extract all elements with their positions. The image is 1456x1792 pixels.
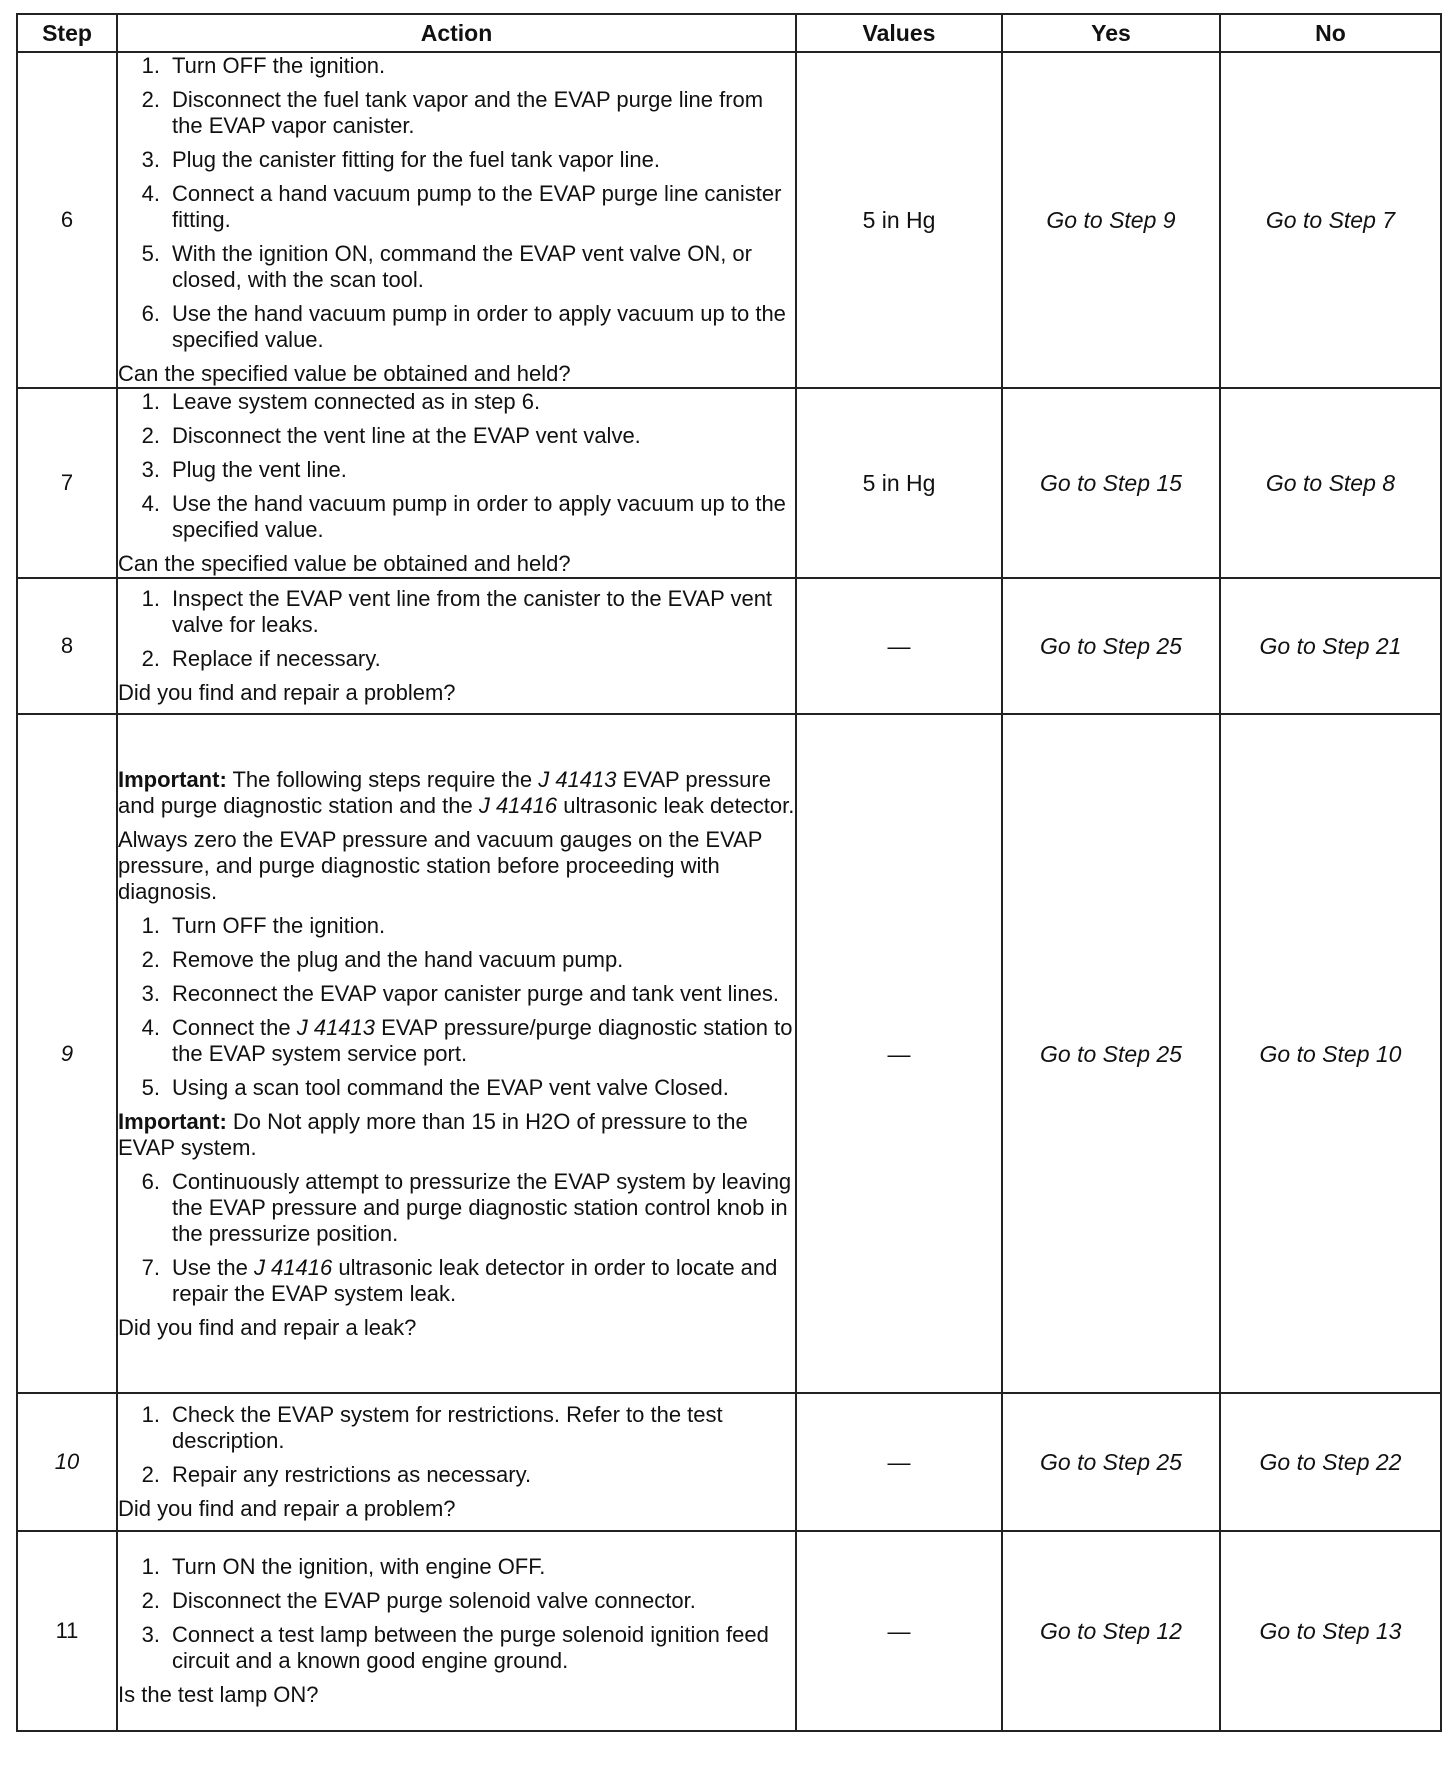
list-item: 3. Reconnect the EVAP vapor canister purge and tank vent lines. xyxy=(141,980,779,1006)
tool-reference: J 41416 xyxy=(253,1254,333,1280)
value-cell: — xyxy=(796,714,1002,1393)
list-item: 1. Turn ON the ignition, with engine OFF. xyxy=(141,1554,546,1579)
question: Did you find and repair a problem? xyxy=(118,680,456,705)
value-cell: 5 in Hg xyxy=(796,52,1002,388)
important-label: Important: xyxy=(118,1108,227,1134)
important-note: Important: Do Not apply more than 15 in H2O of pressure to the EVAP system. xyxy=(118,1108,748,1160)
step-list xyxy=(118,1402,795,1488)
list-item: 2. Disconnect the fuel tank vapor and the EVAP purge line from the EVAP vapor canister. xyxy=(141,87,764,138)
step-list xyxy=(118,586,795,672)
table-row xyxy=(17,52,1441,388)
list-item: 2. Disconnect the EVAP purge solenoid valve connector. xyxy=(141,1588,696,1613)
header-row xyxy=(17,14,1441,52)
question: Did you find and repair a problem? xyxy=(118,1496,456,1521)
action-cell xyxy=(117,1531,796,1731)
yes-cell: Go to Step 25 xyxy=(1002,714,1220,1393)
header-values: Values xyxy=(796,14,1002,52)
list-item: 2. Replace if necessary. xyxy=(141,646,381,671)
table-row xyxy=(17,1393,1441,1531)
no-cell: Go to Step 7 xyxy=(1220,52,1441,388)
action-cell xyxy=(117,1393,796,1531)
header-action: Action xyxy=(117,14,796,52)
question: Did you find and repair a leak? xyxy=(118,1314,417,1340)
table-row xyxy=(17,388,1441,578)
question: Can the specified value be obtained and held? xyxy=(118,551,571,576)
list-item: 1. Turn OFF the ignition. xyxy=(141,53,386,78)
list-item: 1. Turn OFF the ignition. xyxy=(141,912,386,938)
yes-cell: Go to Step 9 xyxy=(1002,52,1220,388)
step-list xyxy=(118,389,795,543)
list-item: 1. Check the EVAP system for restrictions. Refer to the test description. xyxy=(141,1402,723,1453)
list-item: 7. Use the J 41416 ultrasonic leak detector in order to locate and repair the EVAP system leak. xyxy=(141,1254,778,1306)
header-no: No xyxy=(1220,14,1441,52)
value-cell: — xyxy=(796,578,1002,714)
zero-gauges-note: Always zero the EVAP pressure and vacuum gauges on the EVAP pressure, and purge diagnostic station before proceeding with diagnosis. xyxy=(118,826,763,904)
yes-cell: Go to Step 25 xyxy=(1002,578,1220,714)
action-cell xyxy=(117,388,796,578)
no-cell: Go to Step 8 xyxy=(1220,388,1441,578)
list-item: 5. Using a scan tool command the EVAP vent valve Closed. xyxy=(141,1074,729,1100)
action-cell xyxy=(117,578,796,714)
step-number: 11 xyxy=(17,1531,117,1731)
action-cell xyxy=(117,52,796,388)
list-item: 4. Connect the J 41413 EVAP pressure/purge diagnostic station to the EVAP system service port. xyxy=(141,1014,793,1066)
diagnostic-table xyxy=(16,13,1442,1732)
no-cell: Go to Step 22 xyxy=(1220,1393,1441,1531)
list-item: 6. Continuously attempt to pressurize the EVAP system by leaving the EVAP pressure and purge diagnostic station control knob in the pressurize position. xyxy=(141,1168,792,1246)
list-item: 3. Plug the canister fitting for the fuel tank vapor line. xyxy=(141,147,660,172)
yes-cell: Go to Step 15 xyxy=(1002,388,1220,578)
list-item: 5. With the ignition ON, command the EVAP vent valve ON, or closed, with the scan tool. xyxy=(141,241,752,292)
step-number: 10 xyxy=(17,1393,117,1531)
value-cell: — xyxy=(796,1393,1002,1531)
important-label: Important: xyxy=(118,766,227,792)
yes-cell: Go to Step 25 xyxy=(1002,1393,1220,1531)
no-cell: Go to Step 10 xyxy=(1220,714,1441,1393)
no-cell: Go to Step 21 xyxy=(1220,578,1441,714)
list-item: 2. Disconnect the vent line at the EVAP vent valve. xyxy=(141,423,641,448)
step-number: 8 xyxy=(17,578,117,714)
question: Is the test lamp ON? xyxy=(118,1682,319,1707)
list-item: 2. Repair any restrictions as necessary. xyxy=(141,1462,532,1487)
no-cell: Go to Step 13 xyxy=(1220,1531,1441,1731)
table-row xyxy=(17,578,1441,714)
important-note: Important: The following steps require the J 41413 EVAP pressure and purge diagnostic station and the J 41416 ultrasonic leak detector. xyxy=(118,766,795,818)
table-row xyxy=(17,1531,1441,1731)
tool-reference: J 41413 xyxy=(538,766,617,792)
step-number: 9 xyxy=(17,714,117,1393)
step-list xyxy=(118,913,795,1101)
list-item: 3. Plug the vent line. xyxy=(141,457,347,482)
step-list xyxy=(118,1169,795,1307)
value-cell: — xyxy=(796,1531,1002,1731)
step-list xyxy=(118,53,795,353)
table-row xyxy=(17,714,1441,1393)
list-item: 3. Connect a test lamp between the purge solenoid ignition feed circuit and a known good engine ground. xyxy=(141,1622,769,1673)
list-item: 1. Inspect the EVAP vent line from the canister to the EVAP vent valve for leaks. xyxy=(141,586,773,637)
action-cell xyxy=(117,714,796,1393)
step-list xyxy=(118,1554,795,1674)
list-item: 2. Remove the plug and the hand vacuum pump. xyxy=(141,946,624,972)
tool-reference: J 41416 xyxy=(478,792,558,818)
list-item: 1. Leave system connected as in step 6. xyxy=(141,389,541,414)
list-item: 6. Use the hand vacuum pump in order to apply vacuum up to the specified value. xyxy=(141,301,786,352)
header-yes: Yes xyxy=(1002,14,1220,52)
value-cell: 5 in Hg xyxy=(796,388,1002,578)
list-item: 4. Use the hand vacuum pump in order to apply vacuum up to the specified value. xyxy=(141,491,786,542)
step-number: 7 xyxy=(17,388,117,578)
list-item: 4. Connect a hand vacuum pump to the EVAP purge line canister fitting. xyxy=(141,181,782,232)
question: Can the specified value be obtained and held? xyxy=(118,361,571,386)
tool-reference: J 41413 xyxy=(296,1014,376,1040)
step-number: 6 xyxy=(17,52,117,388)
header-step: Step xyxy=(17,14,117,52)
yes-cell: Go to Step 12 xyxy=(1002,1531,1220,1731)
